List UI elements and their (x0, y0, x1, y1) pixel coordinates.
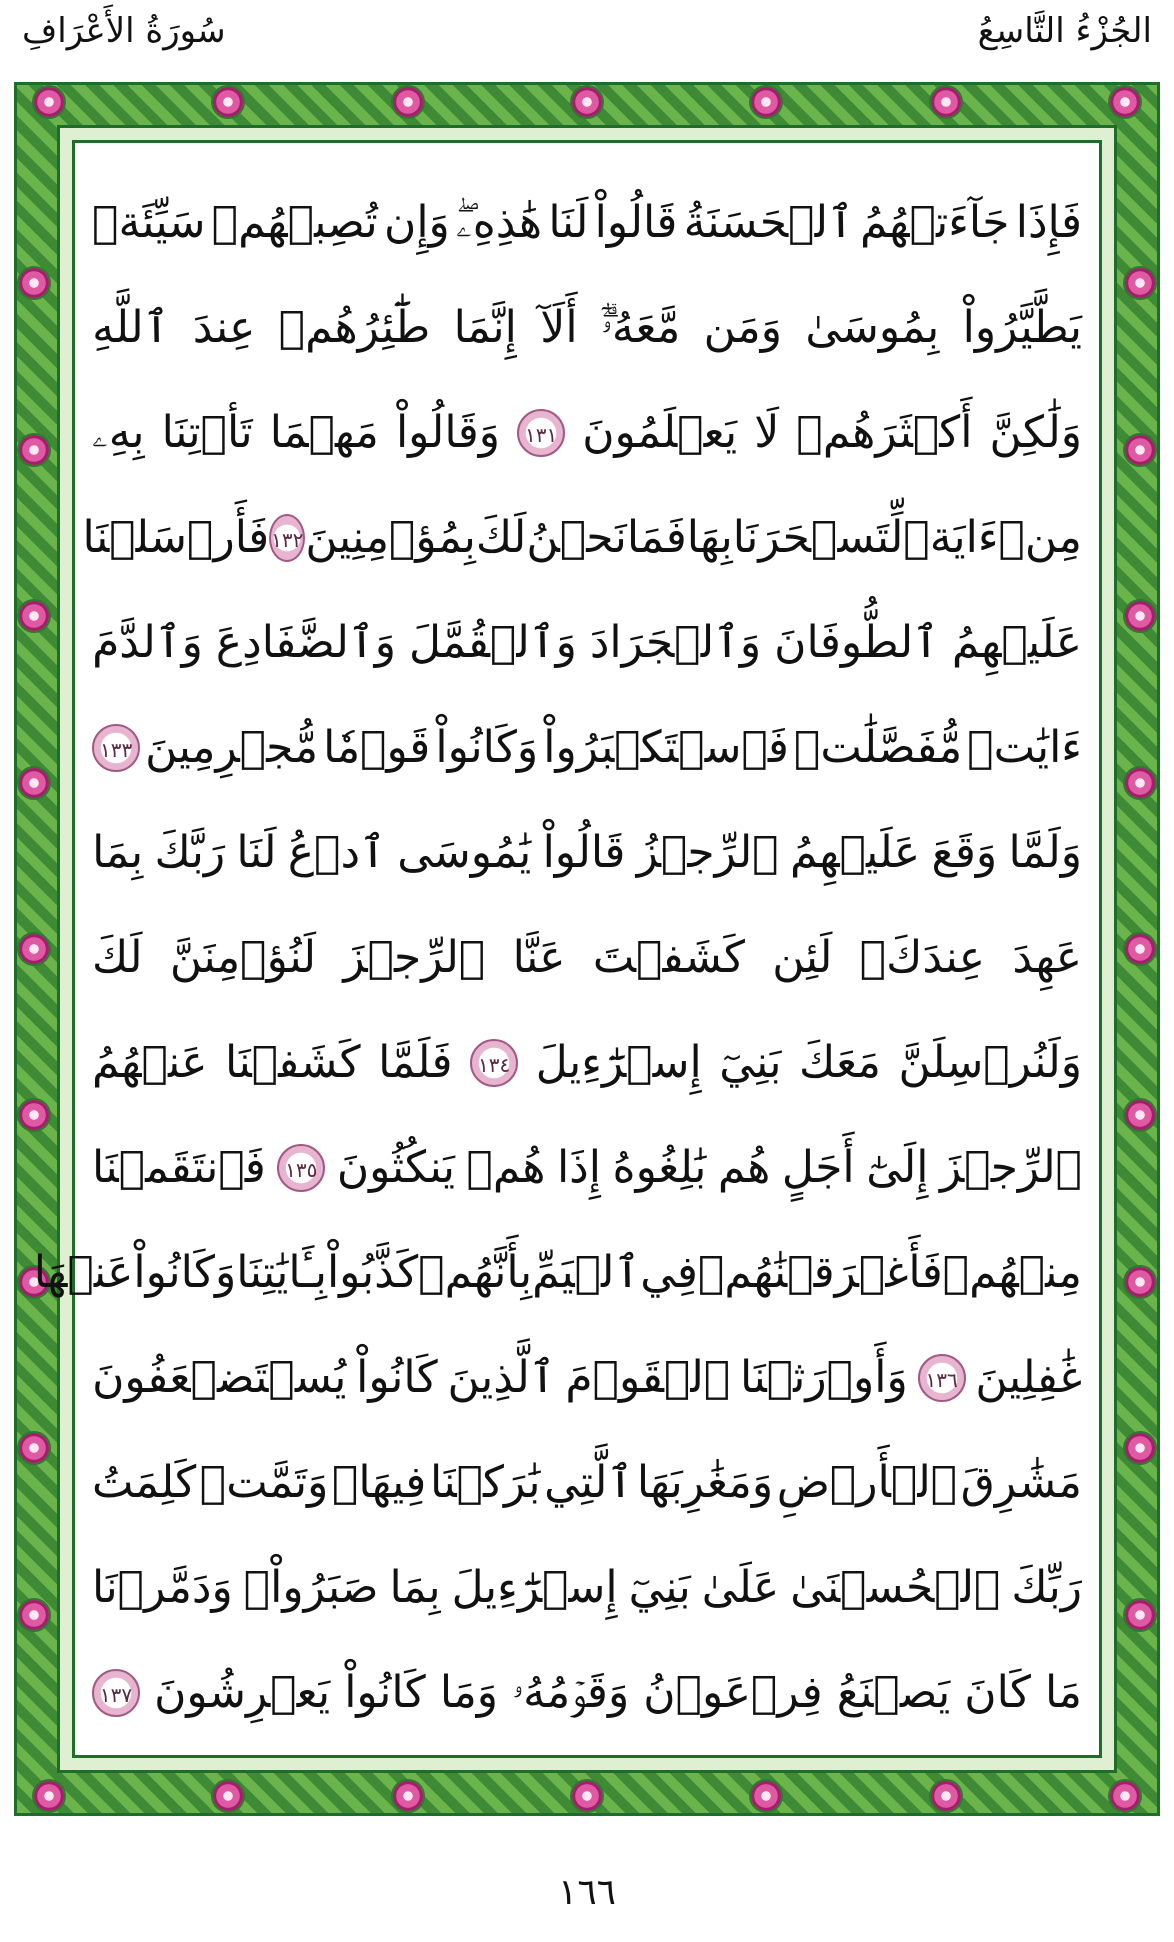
rosette-ornament (34, 1781, 64, 1811)
word: وَكَانُواْ (435, 722, 539, 773)
word: مَعَكَ (799, 1037, 881, 1088)
word: فَمَا (626, 512, 687, 563)
word: بِـَٔايَٰتِنَا (236, 1247, 327, 1298)
word: وَمَغَٰرِبَهَا (636, 1457, 774, 1508)
quran-text (33, 170, 1082, 1760)
rosette-ornament (393, 87, 423, 117)
word: عَنۡهَا (33, 1247, 134, 1298)
word: عِندَ (192, 302, 256, 353)
word: فِيهَاۖ (331, 1457, 427, 1508)
word: وَأَوۡرَثۡنَا (740, 1352, 908, 1403)
rosette-ornament (1125, 934, 1155, 964)
text-line (82, 485, 1082, 590)
rosette-ornament (1125, 435, 1155, 465)
word: قَوۡمٗا (323, 722, 431, 773)
verse-end-marker: ١٣١ (517, 409, 565, 457)
rosette-ornament (19, 601, 49, 631)
word: ٱدۡعُ (287, 827, 386, 878)
word: غَٰفِلِينَ (975, 1352, 1082, 1403)
word: وَكَانُواْ (133, 1247, 237, 1298)
word: بِمَا (92, 827, 144, 878)
word: عَنَّا (512, 932, 566, 983)
word: وَٱلۡجَرَادَ (589, 617, 762, 668)
word: مَا (1045, 1667, 1082, 1718)
word: كَانَ (964, 1667, 1031, 1718)
word: كَانُواْ (356, 1352, 438, 1403)
rosette-ornament (572, 1781, 602, 1811)
word: طَٰٓئِرُهُمۡ (278, 302, 431, 353)
rosette-ornament (1125, 1433, 1155, 1463)
rosette-ornament (1125, 768, 1155, 798)
word: ٱلرِّجۡزُ (636, 827, 779, 878)
word: لَنَا (548, 197, 589, 248)
word: بَنِيٓ (719, 1037, 782, 1088)
word: يَعۡرِشُونَ (154, 1667, 331, 1718)
word: لَا (754, 407, 780, 458)
word: إِسۡرَٰٓءِيلَ (451, 1562, 618, 1613)
word: فَأَرۡسَلۡنَا (82, 512, 270, 563)
text-line (33, 1220, 1082, 1325)
word: عِندَكَۖ (859, 932, 986, 983)
text-line (92, 1535, 1082, 1640)
word: وَقَالُواْ (395, 407, 501, 458)
juz-title: الجُزْءُ التَّاسِعُ (977, 11, 1152, 51)
word: رَبِّكَ (1011, 1562, 1082, 1613)
word: تَأۡتِنَا (161, 407, 253, 458)
word: يَطَّيَّرُواْ (962, 302, 1082, 353)
word: ءَايَةٖ (903, 512, 999, 563)
rosette-ornament (393, 1781, 423, 1811)
word: سَيِّئَةٞ (92, 197, 206, 248)
word: بَنِيٓ (628, 1562, 691, 1613)
word: عَلَىٰ (701, 1562, 780, 1613)
word: بِأَنَّهُمۡ (418, 1247, 533, 1298)
rosette-ornament (1125, 601, 1155, 631)
word: فَٱنتَقَمۡنَا (92, 1142, 266, 1193)
word: ٱلَّذِينَ (447, 1352, 556, 1403)
word: يَٰمُوسَى (397, 827, 532, 878)
word: يَصۡنَعُ (836, 1667, 951, 1718)
word: يَعۡلَمُونَ (582, 407, 738, 458)
word: عَنۡهُمُ (92, 1037, 208, 1088)
rosette-ornament (572, 87, 602, 117)
word: لَكَ (475, 512, 527, 563)
word: إِسۡرَٰٓءِيلَ (535, 1037, 702, 1088)
verse-end-marker: ١٣٣ (92, 724, 140, 772)
word: فَٱسۡتَكۡبَرُواْ (543, 722, 789, 773)
word: كَذَّبُواْ (326, 1247, 419, 1298)
word: مَشَٰرِقَ (960, 1457, 1082, 1508)
word: مَّعَهُۥٓۗ (600, 302, 681, 353)
word: كَانُواْ (344, 1667, 426, 1718)
word: فَلَمَّا (378, 1037, 453, 1088)
text-line (92, 1115, 1082, 1220)
word: وَقَعَ (931, 827, 998, 878)
rosette-ornament (1125, 1267, 1155, 1297)
word: ٱلرِّجۡزَ (940, 1142, 1082, 1193)
word: إِلَىٰٓ (866, 1142, 929, 1193)
text-line (92, 590, 1082, 695)
rosette-ornament (19, 1600, 49, 1630)
text-line (92, 380, 1082, 485)
word: هُم (717, 1142, 771, 1193)
text-line (92, 1325, 1082, 1430)
text-line (92, 905, 1082, 1010)
rosette-ornament (1110, 87, 1140, 117)
word: جَآءَتۡهُمُ (860, 197, 1010, 248)
text-line (92, 695, 1082, 800)
word: قَالُواْ (542, 827, 626, 878)
word: أَلَآ (540, 302, 578, 353)
word: وَمَا (439, 1667, 499, 1718)
word: فِرۡعَوۡنُ (643, 1667, 823, 1718)
text-line (92, 275, 1082, 380)
word: فَإِذَا (1015, 197, 1082, 248)
word: هَٰذِهِۦۖ (456, 197, 543, 248)
word: كَشَفۡتَ (592, 932, 745, 983)
word: وَمَن (703, 302, 782, 353)
word: وَدَمَّرۡنَا (92, 1562, 233, 1613)
word: مِنۡهُمۡ (942, 1247, 1082, 1298)
word: وَتَمَّتۡ (199, 1457, 329, 1508)
word: لَئِن (772, 932, 833, 983)
word: بِمُوسَىٰ (805, 302, 940, 353)
text-line (92, 1010, 1082, 1115)
word: ٱللَّهِ (92, 302, 170, 353)
rosette-ornament (34, 87, 64, 117)
word: لِّتَسۡحَرَنَا (732, 512, 904, 563)
rosette-ornament (931, 87, 961, 117)
word: رَبَّكَ (154, 827, 226, 878)
word: عَهِدَ (1012, 932, 1082, 983)
word: يُسۡتَضۡعَفُونَ (92, 1352, 347, 1403)
verse-end-marker: ١٣٤ (470, 1039, 518, 1087)
verse-end-marker: ١٣٢ (269, 514, 305, 562)
word: كَلِمَتُ (92, 1457, 197, 1508)
text-line (92, 170, 1082, 275)
word: ٱلرِّجۡزَ (343, 932, 486, 983)
word: أَكۡثَرَهُمۡ (796, 407, 973, 458)
word: وَلَنُرۡسِلَنَّ (898, 1037, 1082, 1088)
verse-end-marker: ١٣٧ (92, 1669, 140, 1717)
text-line (92, 800, 1082, 905)
verse-end-marker: ١٣٦ (918, 1354, 966, 1402)
word: وَقَوۡمُهُۥ (512, 1667, 630, 1718)
surah-title: سُورَةُ الأَعْرَافِ (22, 11, 226, 51)
word: ٱلۡأَرۡضِ (776, 1457, 958, 1508)
rosette-ornament (1125, 1600, 1155, 1630)
rosette-ornament (1110, 1781, 1140, 1811)
word: كَشَفۡنَا (225, 1037, 361, 1088)
word: ٱلۡحَسَنَةُ (683, 197, 854, 248)
word: يَنكُثُونَ (336, 1142, 455, 1193)
word: بِمَا (389, 1562, 441, 1613)
page-number: ١٦٦ (557, 1872, 616, 1913)
word: أَجَلٍ (781, 1142, 855, 1193)
word: بَٰلِغُوهُ (612, 1142, 707, 1193)
word: مَهۡمَا (269, 407, 379, 458)
word: ءَايَٰتٖ (967, 722, 1082, 773)
word: لَنَا (236, 827, 277, 878)
text-line (92, 1430, 1082, 1535)
word: هُمۡ (466, 1142, 546, 1193)
word: تُصِبۡهُمۡ (211, 197, 378, 248)
word: بَٰرَكۡنَا (429, 1457, 541, 1508)
word: فَأَغۡرَقۡنَٰهُمۡ (697, 1247, 943, 1298)
word: بِهَا (686, 512, 733, 563)
rosette-ornament (19, 435, 49, 465)
word: بِمُؤۡمِنِينَ (305, 512, 476, 563)
word: إِذَا (556, 1142, 601, 1193)
word: وَٱلدَّمَ (92, 617, 203, 668)
word: وَٱلۡقُمَّلَ (408, 617, 577, 668)
word: ٱلۡيَمِّ (532, 1247, 641, 1298)
word: عَلَيۡهِمُ (951, 617, 1082, 668)
rosette-ornament (931, 1781, 961, 1811)
word: وَٱلضَّفَادِعَ (215, 617, 396, 668)
word: مِنۡ (998, 512, 1082, 563)
word: ٱلطُّوفَانَ (774, 617, 939, 668)
word: عَلَيۡهِمُ (790, 827, 921, 878)
word: فِي (640, 1247, 698, 1298)
word: وَلَٰكِنَّ (989, 407, 1082, 458)
text-line (92, 1640, 1082, 1745)
word: وَلَمَّا (1008, 827, 1082, 878)
word: لَكَ (92, 932, 143, 983)
word: لَنُؤۡمِنَنَّ (169, 932, 317, 983)
word: وَإِن (384, 197, 450, 248)
word: إِنَّمَا (453, 302, 517, 353)
word: ٱلۡحُسۡنَىٰ (790, 1562, 1001, 1613)
word: صَبَرُواْۖ (243, 1562, 379, 1613)
word: قَالُواْ (594, 197, 678, 248)
word: ٱلَّتِي (544, 1457, 634, 1508)
rosette-ornament (19, 934, 49, 964)
rosette-ornament (19, 768, 49, 798)
word: ٱلۡقَوۡمَ (565, 1352, 731, 1403)
rosette-ornament (19, 1433, 49, 1463)
verse-end-marker: ١٣٥ (277, 1144, 325, 1192)
word: مُّجۡرِمِينَ (145, 722, 319, 773)
word: مُّفَصَّلَٰتٖ (794, 722, 963, 773)
word: بِهِۦ (92, 407, 145, 458)
word: نَحۡنُ (526, 512, 627, 563)
